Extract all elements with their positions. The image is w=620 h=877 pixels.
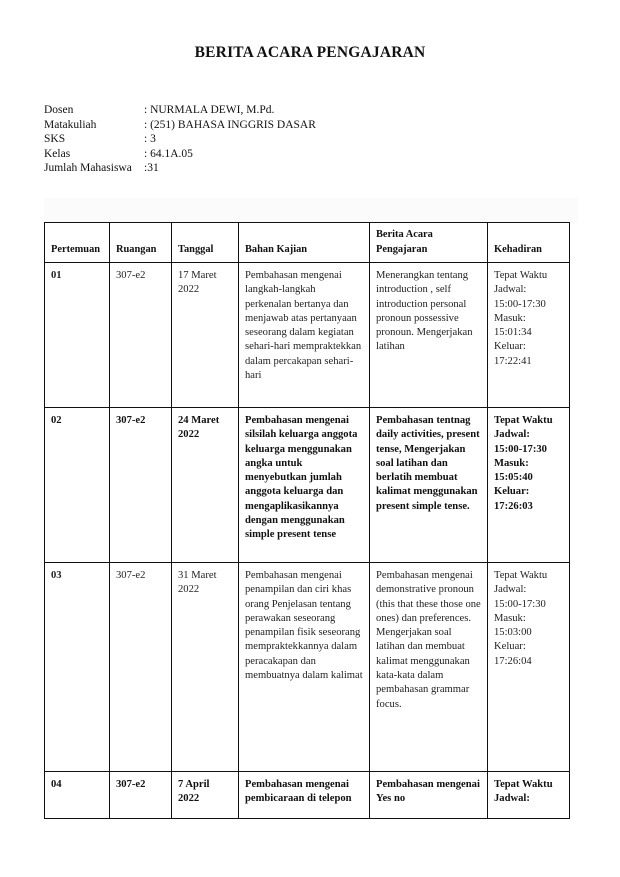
cell-bahan-kajian: Pembahasan mengenai langkah-langkah perkenalan bertanya dan menjawab atas pertanyaan seseorang dalam kegiatan sehari-hari mempraktekkan dalam percakapan sehari-hari <box>239 263 370 408</box>
table-row <box>45 563 570 772</box>
table-header-row <box>45 223 570 263</box>
cell-kehadiran: Tepat Waktu Jadwal: 15:00-17:30 Masuk: 15:05:40 Keluar: 17:26:03 <box>488 408 570 563</box>
cell-kehadiran: Tepat Waktu Jadwal: 15:00-17:30 Masuk: 15:03:00 Keluar: 17:26:04 <box>488 563 570 772</box>
cell-pertemuan: 04 <box>45 772 110 819</box>
cell-tanggal: 17 Maret 2022 <box>172 263 239 408</box>
meta-jumlah-mahasiswa <box>44 161 316 176</box>
cell-tanggal: 24 Maret 2022 <box>172 408 239 563</box>
meta-label: Kelas <box>44 147 71 160</box>
cell-berita-acara: Menerangkan tentang introduction , self introduction personal pronoun possessive pronoun. Mengerjakan latihan <box>370 263 488 408</box>
cell-pertemuan: 02 <box>45 408 110 563</box>
cell-bahan-kajian: Pembahasan mengenai penampilan dan ciri khas orang Penjelasan tentang perawakan seseorang penampilan fisik seseorang mempraktekkannya dalam peracakapan dan membuatnya dalam kalimat <box>239 563 370 772</box>
cell-ruangan: 307-e2 <box>110 772 172 819</box>
cell-ruangan: 307-e2 <box>110 263 172 408</box>
meta-kelas <box>44 147 316 162</box>
table-top-band <box>44 198 578 223</box>
cell-berita-acara: Pembahasan tentnag daily activities, present tense, Mengerjakan soal latihan dan berlatih membuat kalimat menggunakan present simple tense. <box>370 408 488 563</box>
meta-label: Dosen <box>44 104 74 116</box>
meta-matakuliah <box>44 118 316 133</box>
meta-label: Jumlah Mahasiswa <box>44 162 132 175</box>
cell-pertemuan: 03 <box>45 563 110 772</box>
cell-kehadiran: Tepat Waktu Jadwal: <box>488 772 570 819</box>
teaching-log-table <box>44 222 570 819</box>
col-header-bahan-kajian: Bahan Kajian <box>239 223 370 263</box>
cell-ruangan: 307-e2 <box>110 563 172 772</box>
cell-bahan-kajian: Pembahasan mengenai pembicaraan di telepon <box>239 772 370 819</box>
meta-label: Matakuliah <box>44 118 97 131</box>
cell-tanggal: 31 Maret 2022 <box>172 563 239 772</box>
cell-pertemuan: 01 <box>45 263 110 408</box>
table-row <box>45 772 570 819</box>
cell-berita-acara: Pembahasan mengenai Yes no <box>370 772 488 819</box>
meta-value: : NURMALA DEWI, M.Pd. <box>144 104 275 116</box>
page-title: BERITA ACARA PENGAJARAN <box>194 44 426 61</box>
meta-value: :31 <box>144 162 159 175</box>
cell-kehadiran: Tepat Waktu Jadwal: 15:00-17:30 Masuk: 15:01:34 Keluar: 17:22:41 <box>488 263 570 408</box>
cell-tanggal: 7 April 2022 <box>172 772 239 819</box>
table-row <box>45 263 570 408</box>
col-header-ruangan: Ruangan <box>110 223 172 263</box>
meta-value: : 3 <box>144 133 156 146</box>
col-header-tanggal: Tanggal <box>172 223 239 263</box>
meta-label: SKS <box>44 133 66 146</box>
cell-ruangan: 307-e2 <box>110 408 172 563</box>
col-header-kehadiran: Kehadiran <box>488 223 570 263</box>
course-info <box>44 103 316 176</box>
cell-bahan-kajian: Pembahasan mengenai silsilah keluarga anggota keluarga menggunakan angka untuk menyebutkan jumlah anggota keluarga dan mengaplikasikannya dengan menggunakan simple present tense <box>239 408 370 563</box>
table-row <box>45 408 570 563</box>
meta-value: : (251) BAHASA INGGRIS DASAR <box>144 118 316 131</box>
col-header-pertemuan: Pertemuan <box>45 223 110 263</box>
meta-sks <box>44 132 316 147</box>
cell-berita-acara: Pembahasan mengenai demonstrative pronoun (this that these those one ones) dan preferences. Mengerjakan soal latihan dan membuat kalimat menggunakan kata-kata dalam pembahasan grammar focus. <box>370 563 488 772</box>
meta-value: : 64.1A.05 <box>144 147 193 160</box>
meta-dosen <box>44 103 316 118</box>
col-header-berita-acara: Berita Acara Pengajaran <box>370 223 488 263</box>
